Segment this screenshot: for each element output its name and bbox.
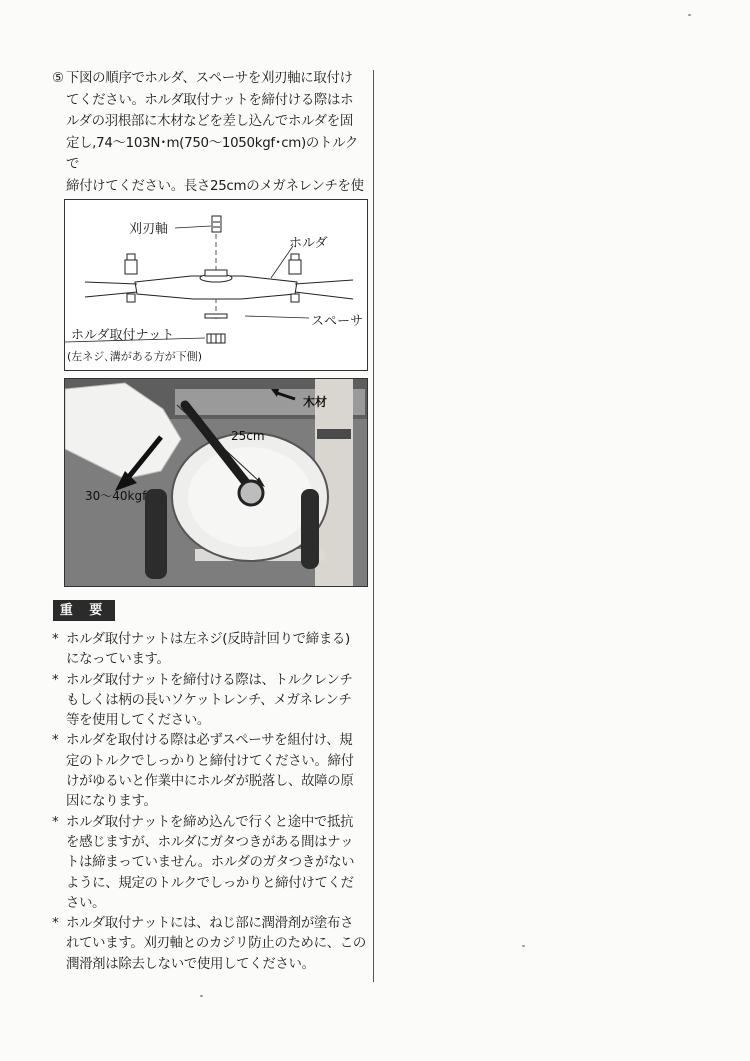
note-item: * ホルダ取付ナットには、ねじ部に潤滑剤が塗布さ れています。刈刃軸とのカジリ防止のために、この 潤滑剤は除去しないで使用してください。 — [52, 916, 367, 972]
wrench-tightening-photo — [64, 378, 368, 587]
note-bullet: * — [52, 916, 59, 932]
holder-nut-note: (左ネジ､溝がある方が下側) — [67, 350, 203, 363]
scan-speck — [200, 995, 203, 997]
blade-shaft-label: 刈刃軸 — [129, 222, 169, 237]
wrench-length-label: 25cm — [231, 429, 265, 443]
scan-speck — [522, 945, 525, 947]
spacer-label: スペーサ — [311, 314, 364, 329]
step-5-instructions — [52, 68, 370, 219]
holder-nut-label: ホルダ取付ナット — [71, 328, 175, 343]
step-line: てください。ホルダ取付ナットを締付ける際はホ — [66, 92, 354, 108]
note-item: * ホルダ取付ナットを締付ける際は、トルクレンチ もしくは柄の長いソケットレンチ、メガネレンチ 等を使用してください。 — [52, 672, 353, 729]
step-line: ルダの羽根部に木材などを差し込んでホルダを固 — [66, 114, 353, 130]
note-item: * ホルダを取付ける際は必ずスペーサを組付け、規 定のトルクでしっかりと締付けてください。締付 けがゆるいと作業中にホルダが脱落し、故障の原 因になります。 — [52, 733, 354, 810]
wood-label: 木材 — [303, 395, 328, 409]
column-divider — [373, 70, 374, 982]
photo-drawing — [65, 379, 367, 586]
step-line: 定し,74〜103N･m(750〜1050kgf･cm)のトルクで — [66, 135, 359, 173]
note-item: * ホルダ取付ナットを締め込んで行くと途中で抵抗 を感じますが、ホルダにガタつきがある間はナッ トは締まっていません。ホルダのガタつきがない ように、規定のトルクでしっかりと締付けてくだ さい。 — [52, 814, 355, 911]
note-bullet: * — [52, 672, 59, 688]
assembly-diagram — [64, 199, 368, 371]
holder-drawing — [85, 254, 353, 302]
note-bullet: * — [52, 632, 59, 647]
spacer-drawing — [205, 314, 227, 318]
step-line: 締付けてください。長さ25cmのメガネレンチを使 — [66, 178, 364, 194]
scan-speck — [688, 14, 691, 16]
force-label: 30〜40kgf — [85, 489, 147, 503]
important-notes — [52, 630, 372, 975]
note-bullet: * — [52, 733, 59, 749]
step-line: ⑤ 下図の順序でホルダ、スペーサを刈刃軸に取付け — [52, 68, 370, 90]
exploded-view-drawing — [65, 200, 367, 370]
note-item: * ホルダ取付ナットは左ネジ(反時計回りで締まる) になっています。 — [52, 632, 350, 668]
note-bullet: * — [52, 814, 59, 830]
blade-shaft-drawing — [212, 216, 221, 320]
holder-nut-drawing — [207, 334, 225, 343]
holder-label: ホルダ — [289, 236, 328, 251]
important-badge: 重 要 — [53, 600, 115, 621]
step-number: ⑤ — [52, 71, 64, 86]
